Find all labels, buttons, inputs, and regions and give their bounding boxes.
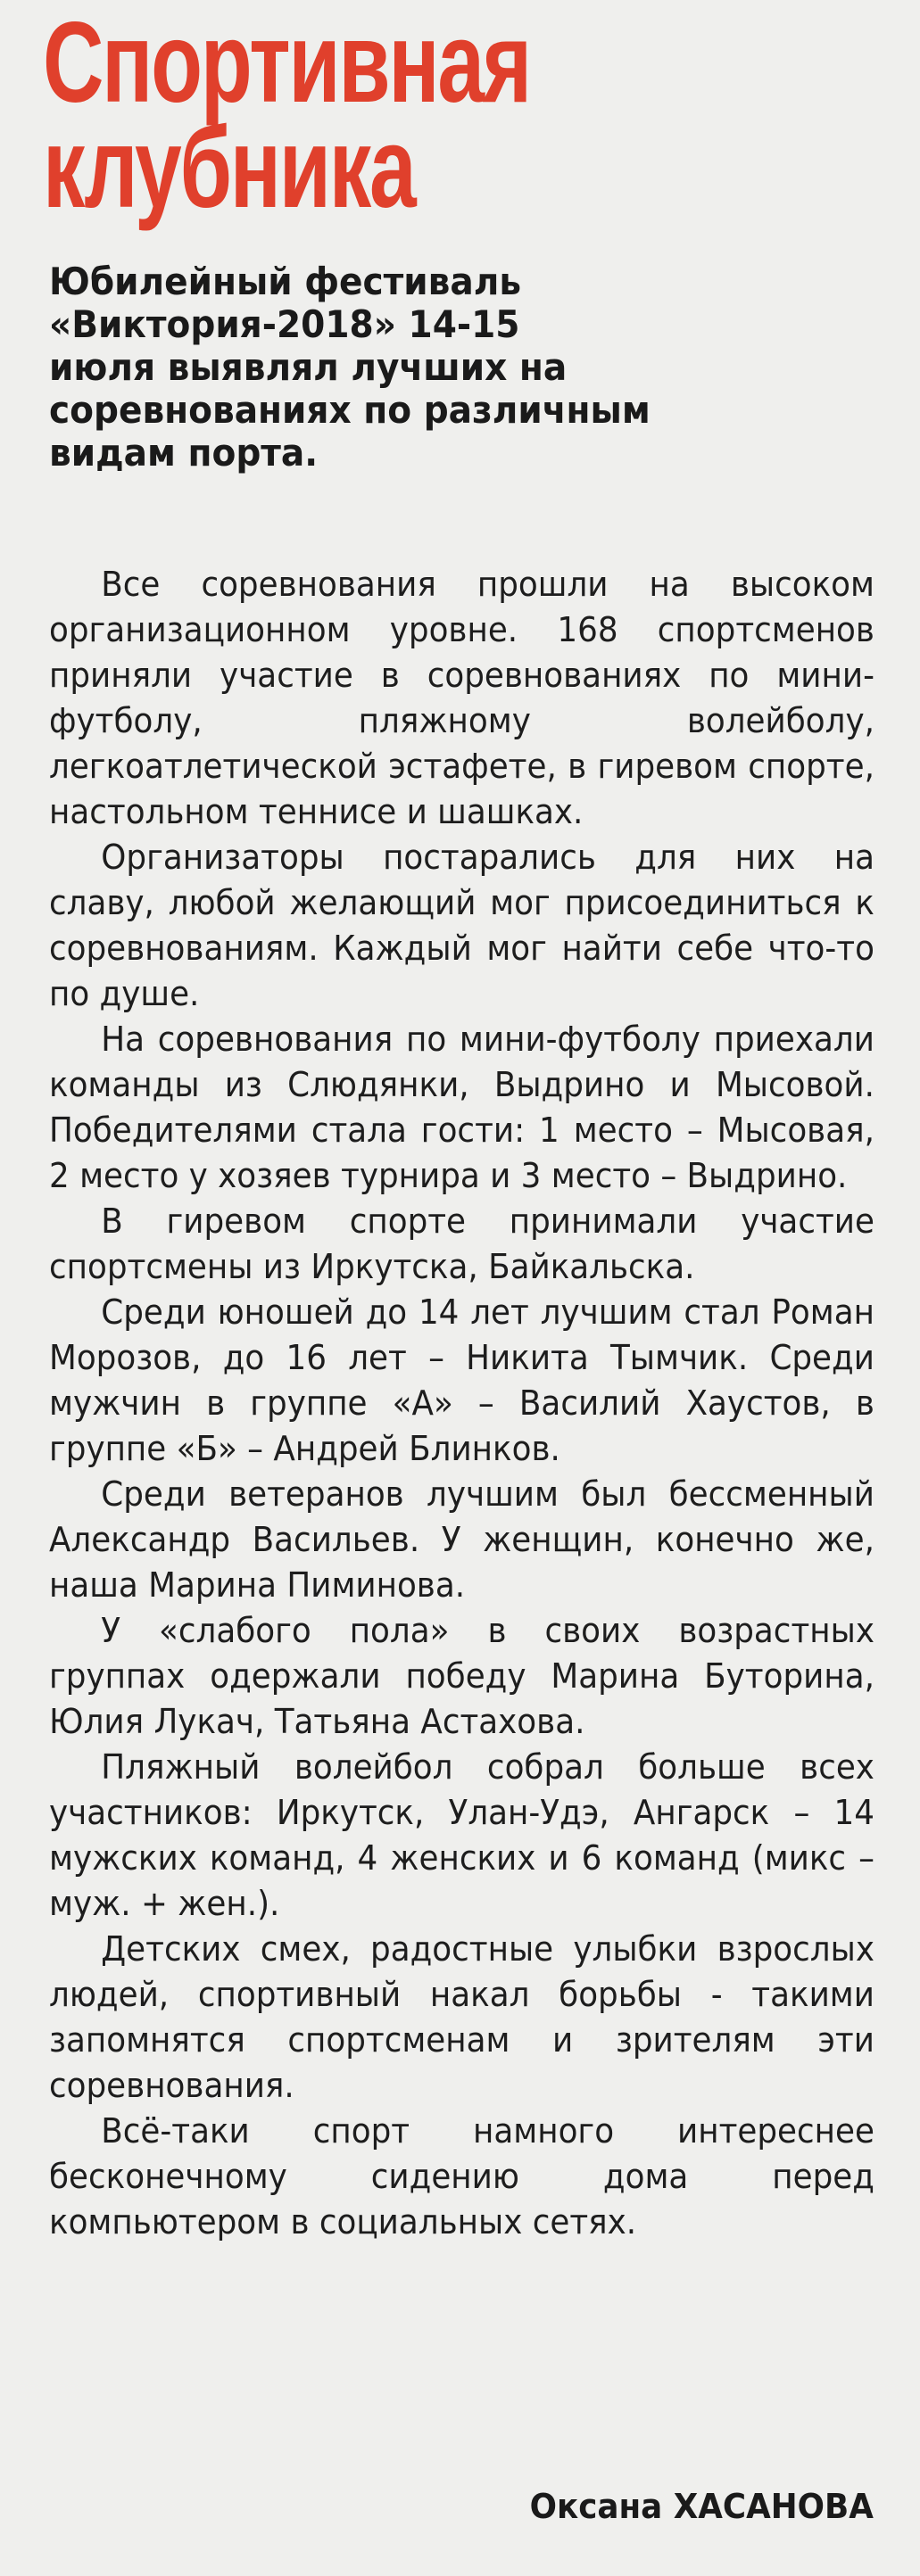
article-body [49,562,874,2245]
article-paragraph: Пляжный волейбол собрал больше всех участников: Иркутск, Улан-Удэ, Ангарск – 14 мужских команд, 4 женских и 6 команд (микс – муж. + жен.). [49,1747,874,1923]
lead-line-1: Юбилейный фестиваль [49,260,522,303]
article-paragraph: У «слабого пола» в своих возрастных группах одержали победу Марина Буторина, Юлия Лукач, Татьяна Астахова. [49,1611,874,1741]
lead-line-2: «Виктория-2018» 14-15 [49,302,520,346]
article-paragraph: Всё-таки спорт намного интереснее бесконечному сидению дома перед компьютером в социальных сетях. [49,2111,874,2242]
lead-line-4: соревнованиях по различным [49,388,651,432]
lead-line-5: видам порта. [49,431,319,475]
article-paragraph: Среди юношей до 14 лет лучшим стал Роман Морозов, до 16 лет – Никита Тымчик. Среди мужчин в группе «А» – Василий Хаустов, в группе «Б» – Андрей Блинков. [49,1292,874,1468]
article-paragraph: Среди ветеранов лучшим был бессменный Александр Васильев. У женщин, конечно же, наша Марина Пиминова. [49,1474,874,1605]
article-lead [49,260,651,475]
article-headline [43,0,530,232]
article-paragraph: Организаторы постарались для них на славу, любой желающий мог присоединиться к соревнованиям. Каждый мог найти себе что-то по душе. [49,838,874,1013]
article-paragraph: Детских смех, радостные улыбки взрослых людей, спортивный накал борьбы - такими запомнятся спортсменам и зрителям эти соревнования. [49,1929,874,2105]
article-paragraph: Все соревнования прошли на высоком организационном уровне. 168 спортсменов приняли участие в соревнованиях по мини-футболу, пляжному волейболу, легкоатлетической эстафете, в гиревом спорте, настольном теннисе и шашках. [49,565,874,831]
author-byline: Оксана ХАСАНОВА [529,2487,874,2526]
article-paragraph: На соревнования по мини-футболу приехали команды из Слюдянки, Выдрино и Мысовой. Победителями стала гости: 1 место – Мысовая, 2 место у хозяев турнира и 3 место – Выдрино. [49,1020,874,1195]
headline-line-2: клубника [43,104,415,232]
article-paragraph: В гиревом спорте принимали участие спортсмены из Иркутска, Байкальска. [49,1201,874,1286]
lead-line-3: июля выявлял лучших на [49,345,568,389]
headline-line-1: Спортивная [43,0,530,127]
